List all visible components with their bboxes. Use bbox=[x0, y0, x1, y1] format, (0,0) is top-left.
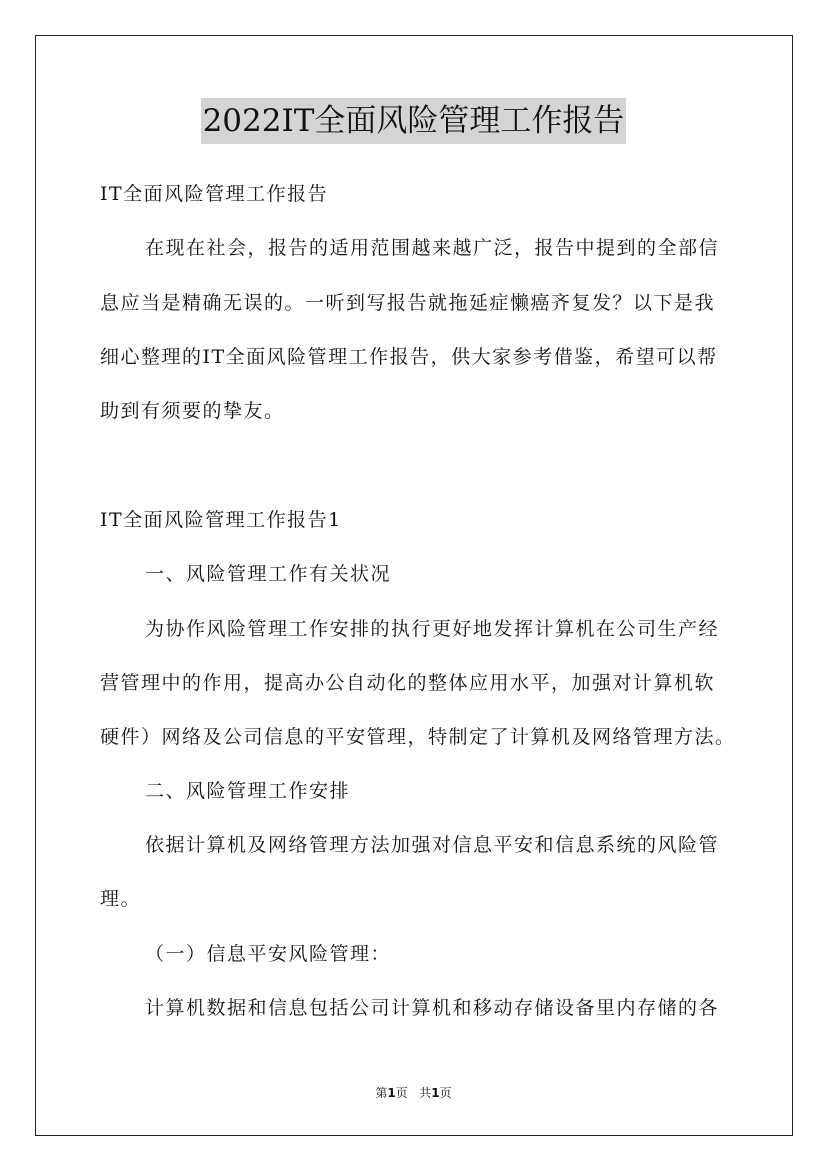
page-footer bbox=[0, 1085, 827, 1101]
subsection-heading: 二、风险管理工作安排 bbox=[145, 780, 351, 802]
subsection-heading: 一、风险管理工作有关状况 bbox=[145, 563, 392, 585]
subsection-heading: （一）信息平安风险管理： bbox=[145, 943, 392, 965]
footer-total-suffix: 页 bbox=[439, 1086, 452, 1100]
paragraph-line: 助到有须要的挚友。 bbox=[100, 400, 285, 422]
paragraph-line: 硬件）网络及公司信息的平安管理，特制定了计算机及网络管理方法。 bbox=[100, 726, 736, 748]
paragraph-line: 细心整理的IT全面风险管理工作报告，供大家参考借鉴，希望可以帮 bbox=[100, 346, 718, 368]
paragraph-line: 为协作风险管理工作安排的执行更好地发挥计算机在公司生产经 bbox=[145, 618, 720, 640]
footer-page-prefix: 第 bbox=[375, 1086, 388, 1100]
footer-page-number: 1 bbox=[387, 1086, 396, 1100]
paragraph-line: 理。 bbox=[100, 888, 142, 910]
section-heading: IT全面风险管理工作报告1 bbox=[100, 509, 342, 531]
document-title: 2022IT全面风险管理工作报告 bbox=[201, 98, 627, 144]
footer-total-number: 1 bbox=[431, 1086, 440, 1100]
section-heading: IT全面风险管理工作报告 bbox=[100, 183, 329, 205]
footer-total-prefix: 共 bbox=[419, 1086, 432, 1100]
paragraph-line: 营管理中的作用，提高办公自动化的整体应用水平，加强对计算机软 bbox=[100, 672, 716, 694]
paragraph-line: 依据计算机及网络管理方法加强对信息平安和信息系统的风险管 bbox=[145, 834, 720, 856]
title-container bbox=[0, 98, 827, 144]
paragraph-line: 息应当是精确无误的。一听到写报告就拖延症懒癌齐复发？以下是我 bbox=[100, 292, 716, 314]
paragraph-line: 计算机数据和信息包括公司计算机和移动存储设备里内存储的各 bbox=[145, 997, 720, 1019]
paragraph-line: 在现在社会，报告的适用范围越来越广泛，报告中提到的全部信 bbox=[145, 237, 720, 259]
footer-page-suffix: 页 bbox=[395, 1086, 408, 1100]
